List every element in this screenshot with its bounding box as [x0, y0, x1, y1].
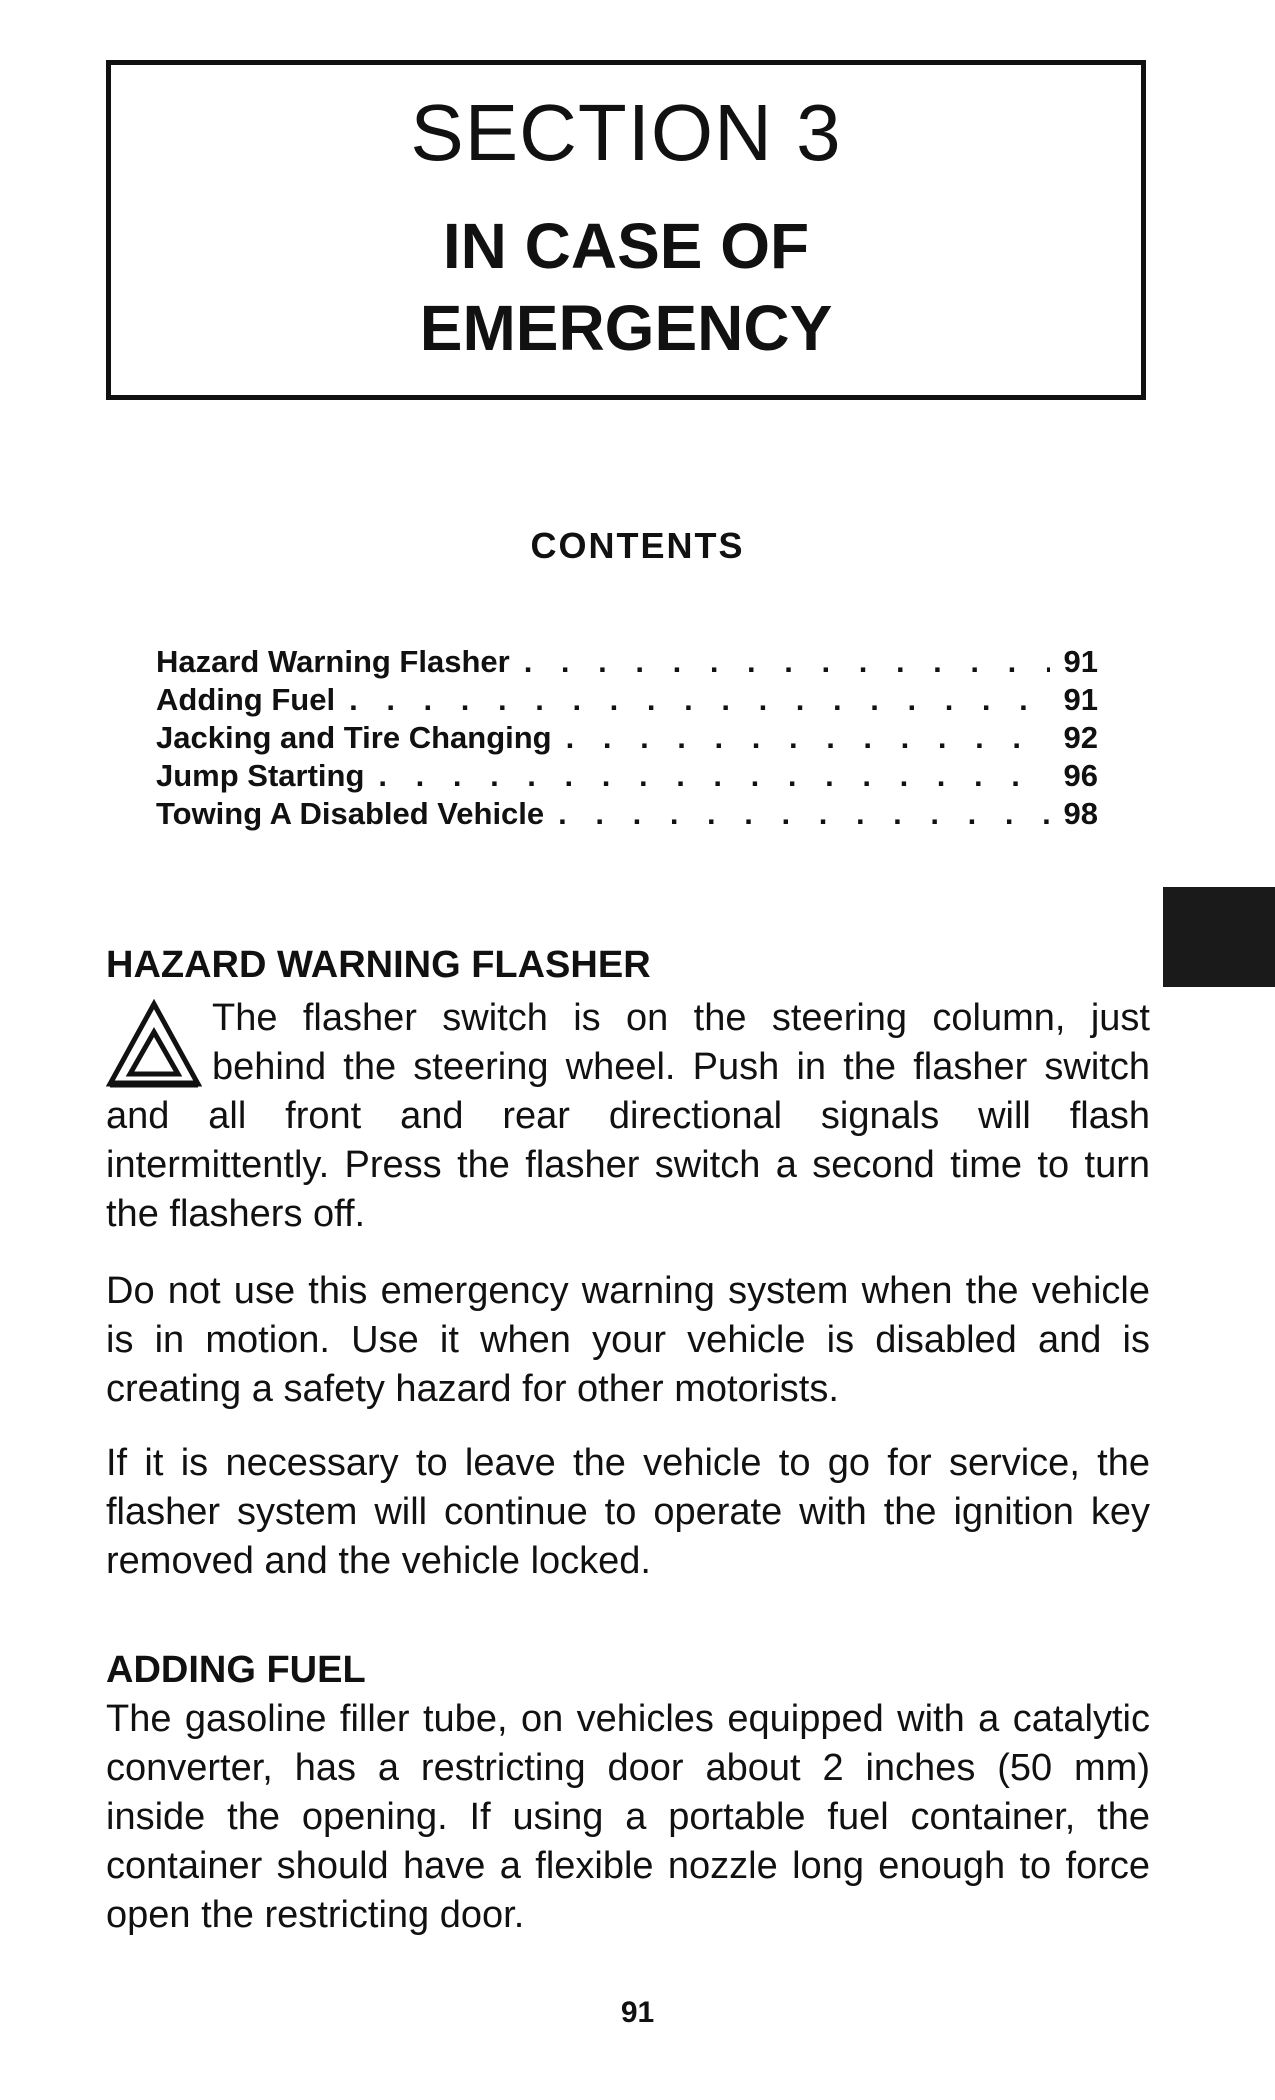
toc-entry[interactable]: [156, 758, 1098, 796]
section-title: SECTION 3: [410, 88, 842, 177]
section-title-box: [106, 60, 1146, 400]
toc-entry-page: 98: [1063, 796, 1098, 831]
hazard-paragraph-2: Do not use this emergency warning system when the vehicle is in motion. Use it when your vehicle is disabled and is creating a safety hazard for other motorists.: [106, 1270, 1150, 1410]
table-of-contents: [156, 644, 1098, 834]
section-subtitle-line2: EMERGENCY: [419, 292, 833, 364]
adding-fuel-paragraph: The gasoline filler tube, on vehicles equipped with a catalytic converter, has a restricting door about 2 inches (50 mm) inside the opening. If using a portable fuel container, the container should have a flexible nozzle long enough to force open the restricting door.: [106, 1698, 1150, 1936]
adding-fuel-heading: ADDING FUEL: [106, 1649, 366, 1691]
contents-heading: CONTENTS: [530, 525, 745, 566]
warning-triangle-icon: [106, 998, 202, 1090]
hazard-paragraph-1: [106, 994, 1150, 1239]
hazard-paragraph-1-text: The flasher switch is on the steering column, just behind the steering wheel. Push in the flasher switch and all front and rear directional signals will flash intermittently. Press the flasher switch a second time to turn the flashers off.: [106, 997, 1150, 1235]
hazard-warning-heading: HAZARD WARNING FLASHER: [106, 944, 651, 986]
toc-entry-page: 96: [1063, 758, 1098, 793]
section-subtitle: [111, 205, 1141, 369]
toc-leader-dots: [349, 682, 1049, 718]
section-tab-marker: [1163, 887, 1275, 987]
toc-entry-label: Adding Fuel: [156, 682, 336, 717]
toc-leader-dots: [558, 796, 1049, 832]
page-number: 91: [620, 1996, 655, 2029]
toc-entry-page: 92: [1063, 720, 1098, 755]
toc-entry[interactable]: [156, 796, 1098, 834]
toc-entry-page: 91: [1063, 644, 1098, 679]
toc-entry[interactable]: [156, 720, 1098, 758]
toc-entry-label: Hazard Warning Flasher: [156, 644, 510, 679]
toc-leader-dots: [378, 758, 1049, 794]
toc-entry[interactable]: [156, 644, 1098, 682]
section-subtitle-line1: IN CASE OF: [442, 210, 810, 282]
toc-entry-page: 91: [1063, 682, 1098, 717]
toc-leader-dots: [524, 644, 1050, 680]
toc-entry[interactable]: [156, 682, 1098, 720]
toc-entry-label: Jump Starting: [156, 758, 365, 793]
toc-leader-dots: [566, 720, 1050, 756]
toc-entry-label: Jacking and Tire Changing: [156, 720, 552, 755]
hazard-paragraph-3: If it is necessary to leave the vehicle to go for service, the flasher system will continue to operate with the ignition key removed and the vehicle locked.: [106, 1442, 1150, 1582]
toc-entry-label: Towing A Disabled Vehicle: [156, 796, 545, 831]
